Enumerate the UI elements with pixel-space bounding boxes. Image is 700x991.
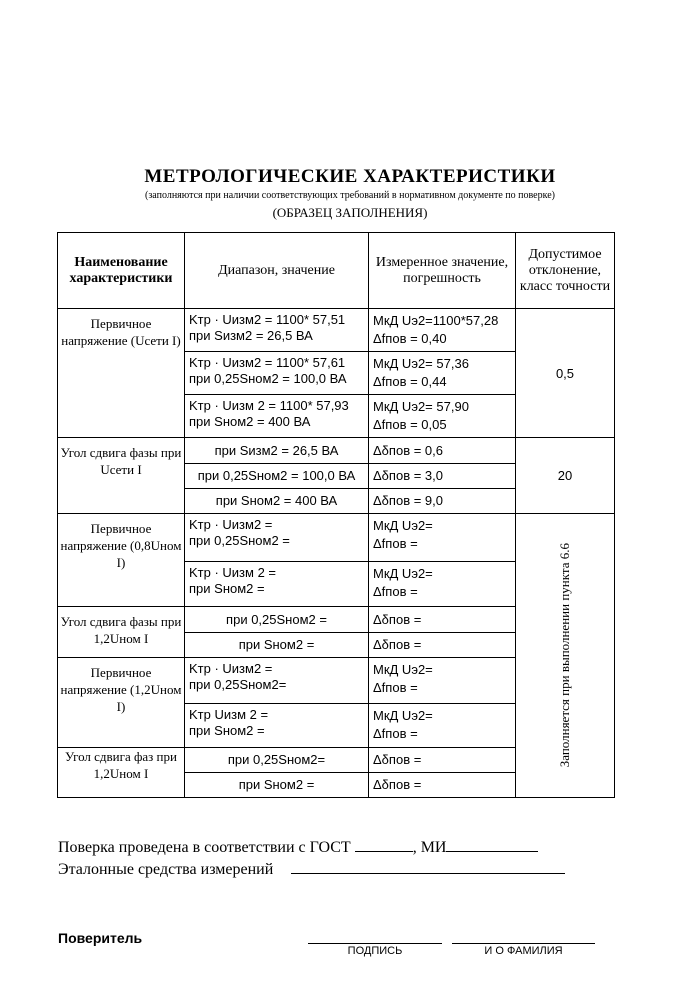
measured-cell[interactable]: [369, 704, 516, 748]
measured-cell[interactable]: [369, 773, 516, 798]
range-line: при Sном2 =: [189, 581, 265, 596]
range-line: Kтр · Uизм2 = 1100* 57,51: [189, 312, 346, 327]
measured-line: Δfпов =: [373, 726, 418, 741]
verifier-label: Поверитель: [58, 930, 143, 946]
header-tolerance: Допустимое отклонение, класс точности: [516, 233, 615, 309]
range-line: при Sном2 =: [189, 723, 265, 738]
measured-cell[interactable]: [369, 489, 516, 514]
tolerance-cell: 0,5: [516, 309, 615, 438]
measured-cell[interactable]: [369, 748, 516, 773]
signature-label: ПОДПИСЬ: [347, 945, 403, 957]
etalon-line: [58, 859, 565, 879]
range-cell: [185, 633, 369, 658]
measured-cell[interactable]: [369, 352, 516, 395]
characteristic-name: Первичное напряжение (0,8Uном I): [58, 514, 185, 607]
measured-cell[interactable]: [369, 607, 516, 633]
measured-line: MкД Uэ2= 57,36: [373, 356, 469, 371]
measured-line: Δfпов = 0,05: [373, 417, 447, 432]
range-cell: [185, 562, 369, 607]
range-cell: [185, 438, 369, 464]
range-line: при Sном2 =: [238, 637, 315, 652]
sample-label: (ОБРАЗЕЦ ЗАПОЛНЕНИЯ): [272, 205, 428, 220]
range-line: при Sном2 = 400 ВА: [215, 493, 338, 508]
mi-number-field[interactable]: [446, 837, 538, 852]
measured-cell[interactable]: [369, 562, 516, 607]
range-line: при Sизм2 = 26,5 ВА: [189, 328, 313, 343]
range-line: Kтр · Uизм2 =: [189, 517, 273, 532]
measured-line: Δδпов =: [373, 777, 422, 792]
table-header-row: [58, 233, 615, 309]
measured-line: Δδпов =: [373, 612, 422, 627]
etalon-field[interactable]: [291, 859, 565, 874]
measured-line: MкД Uэ2=: [373, 708, 433, 723]
range-cell: [185, 489, 369, 514]
measured-cell[interactable]: [369, 658, 516, 704]
measured-line: MкД Uэ2= 57,90: [373, 399, 469, 414]
gost-label: Поверка проведена в соответствии с ГОСТ: [58, 839, 351, 856]
signature-line[interactable]: [308, 943, 442, 944]
measured-line: Δfпов = 0,40: [373, 331, 447, 346]
range-cell: [185, 395, 369, 438]
measured-line: MкД Uэ2=1100*57,28: [373, 313, 499, 328]
measured-line: Δδпов = 0,6: [373, 443, 443, 458]
range-line: при 0,25Sном2 = 100,0 ВА: [189, 371, 347, 386]
tolerance-cell: 20: [516, 438, 615, 514]
range-cell: [185, 607, 369, 633]
vertical-note: Заполняется при выполнении пункта 6.6: [557, 543, 572, 768]
range-cell: [185, 464, 369, 489]
range-cell: [185, 514, 369, 562]
range-line: при 0,25Sном2=: [189, 677, 287, 692]
mi-label: , МИ: [412, 839, 447, 856]
range-cell: [185, 748, 369, 773]
header-range: Диапазон, значение: [185, 233, 369, 309]
characteristic-name: Первичное напряжение (1,2Uном I): [58, 658, 185, 748]
measured-cell[interactable]: [369, 464, 516, 489]
range-cell: [185, 773, 369, 798]
range-line: при Sизм2 = 26,5 ВА: [214, 442, 339, 458]
measured-line: MкД Uэ2=: [373, 662, 433, 677]
range-cell: [185, 309, 369, 352]
range-line: при 0,25Sном2 = 100,0 ВА: [197, 468, 356, 483]
range-cell: [185, 658, 369, 704]
range-line: при Sном2 = 400 ВА: [189, 414, 311, 429]
range-line: Kтр · Uизм2 =: [189, 661, 273, 676]
range-cell: [185, 704, 369, 748]
page-title: МЕТРОЛОГИЧЕСКИЕ ХАРАКТЕРИСТИКИ: [144, 166, 556, 187]
name-line[interactable]: [452, 943, 595, 944]
table-row: [58, 309, 615, 352]
measured-line: MкД Uэ2=: [373, 518, 433, 533]
etalon-label: Эталонные средства измерений: [58, 861, 274, 878]
characteristic-name: Угол сдвига фазы при 1,2Uном I: [58, 607, 185, 658]
measured-line: Δδпов = 3,0: [373, 468, 443, 483]
table-row: [58, 438, 615, 464]
measured-line: Δδпов =: [373, 637, 422, 652]
range-line: при 0,25Sном2 =: [226, 611, 327, 627]
name-label: И О ФАМИЛИЯ: [484, 945, 563, 957]
range-line: при 0,25Sном2=: [227, 752, 326, 767]
range-cell: [185, 352, 369, 395]
measured-cell[interactable]: [369, 395, 516, 438]
measured-cell[interactable]: [369, 633, 516, 658]
characteristic-name: Угол сдвига фаз при 1,2Uном I: [58, 748, 185, 798]
measured-cell[interactable]: [369, 514, 516, 562]
measured-line: Δfпов = 0,44: [373, 374, 447, 389]
gost-line: [58, 837, 538, 857]
range-line: Kтр · Uизм2 = 1100* 57,61: [189, 355, 346, 370]
metrology-table: [57, 232, 615, 798]
table-row: [58, 514, 615, 562]
measured-line: MкД Uэ2=: [373, 566, 433, 581]
header-measured: Измеренное значение, погрешность: [369, 233, 516, 309]
range-line: Kтр · Uизм 2 =: [189, 565, 277, 580]
measured-cell[interactable]: [369, 309, 516, 352]
gost-number-field[interactable]: [355, 837, 413, 852]
measured-cell[interactable]: [369, 438, 516, 464]
measured-line: Δfпов =: [373, 680, 418, 695]
measured-line: Δfпов =: [373, 536, 418, 551]
measured-line: Δδпов = 9,0: [373, 493, 443, 508]
range-line: Kтр · Uизм 2 = 1100* 57,93: [189, 398, 349, 413]
page-subtitle: (заполняются при наличии соответствующих требований в нормативном документе по поверке): [145, 190, 555, 201]
range-line: Kтр Uизм 2 =: [189, 707, 269, 722]
measured-line: Δδпов =: [373, 752, 422, 767]
measured-line: Δfпов =: [373, 584, 418, 599]
range-line: при 0,25Sном2 =: [189, 533, 290, 548]
characteristic-name: Первичное напряжение (Uсети I): [58, 309, 185, 438]
vertical-note-cell: [516, 514, 615, 798]
header-name: Наименование характеристики: [58, 233, 185, 309]
range-line: при Sном2 =: [238, 777, 315, 792]
characteristic-name: Угол сдвига фазы при Uсети I: [58, 438, 185, 514]
